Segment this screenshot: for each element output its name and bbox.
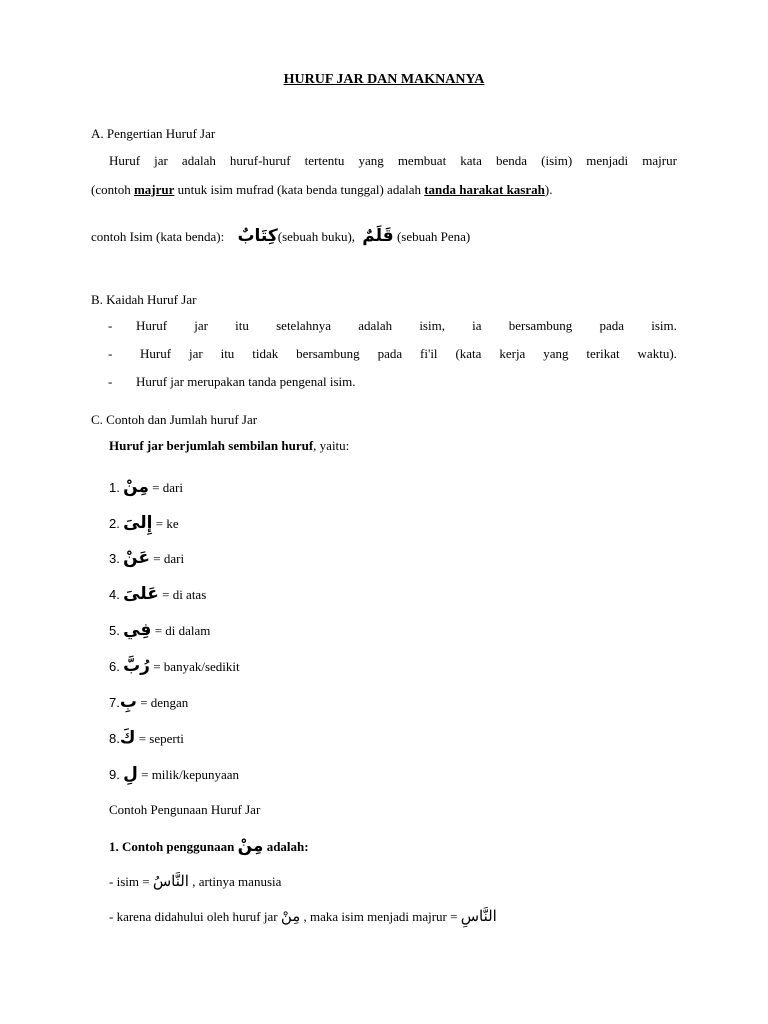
word: jar (188, 346, 203, 361)
arabic-letter: عَنْ (123, 548, 151, 568)
arabic-min: مِنْ (237, 836, 264, 856)
item-number: 4. (109, 587, 120, 602)
item-meaning: = banyak/sedikit (153, 659, 240, 674)
title-text: HURUF JAR DAN MAKNANYA (283, 72, 485, 87)
item-meaning: = dengan (140, 695, 189, 710)
word: isim, (419, 318, 445, 333)
word: ia (472, 318, 482, 333)
bullet-dash: - (108, 374, 113, 389)
item-number: 2. (109, 516, 120, 531)
section-a-heading: A. Pengertian Huruf Jar (91, 126, 216, 141)
usage-heading: Contoh Pengunaan Huruf Jar (109, 802, 261, 817)
word: majrur (642, 153, 677, 168)
arabic-letter: إِلىَ (123, 513, 153, 533)
section-a-para-line1 (109, 153, 677, 169)
item-number: 6. (109, 659, 120, 674)
item-number: 9. (109, 767, 120, 782)
intro-rest: , yaitu: (313, 438, 350, 453)
jar-item (109, 515, 179, 532)
arabic-qalamun: قَلَمٌ (362, 226, 394, 246)
word: kata (460, 153, 482, 168)
section-b-item3: Huruf jar merupakan tanda pengenal isim. (136, 374, 356, 389)
section-a-para-line2 (91, 182, 552, 198)
item-meaning: = dari (152, 480, 183, 495)
arabic-letter: فِي (123, 620, 152, 640)
section-b-item2 (140, 346, 677, 362)
word: yang (358, 153, 384, 168)
isim-lead: - isim = (109, 874, 150, 889)
word: waktu). (637, 346, 677, 361)
arabic-annasu: النَّاسُ (152, 872, 189, 890)
example-meaning-2: (sebuah Pena) (396, 229, 471, 244)
word: tidak (252, 346, 279, 361)
document-title (0, 72, 768, 88)
word: jar (194, 318, 208, 333)
word: pada (599, 318, 625, 333)
word: Huruf (109, 153, 141, 168)
usage-tail: adalah: (266, 839, 309, 854)
word: (isim) (541, 153, 573, 168)
text: (contoh (91, 182, 134, 197)
intro-bold: Huruf jar berjumlah sembilan huruf (109, 438, 314, 453)
section-b-item1 (136, 318, 677, 334)
arabic-kitabun: كِتَابٌ (237, 226, 278, 246)
item-meaning: = di dalam (154, 623, 211, 638)
arabic-letter: لِ (123, 764, 138, 784)
arabic-letter: مِنْ (123, 477, 149, 497)
text: ). (544, 182, 553, 197)
section-c-intro (109, 438, 349, 454)
word: Huruf (136, 318, 168, 333)
item-number: 1. (109, 480, 120, 495)
jar-item (109, 694, 188, 711)
majrur-mid: , maka isim menjadi majrur = (303, 909, 458, 924)
word: kerja (499, 346, 526, 361)
item-number: 3. (109, 551, 120, 566)
kasrah-term: tanda harakat kasrah (424, 182, 545, 197)
word: itu (235, 318, 249, 333)
arabic-letter: عَلىَ (123, 584, 159, 604)
word: isim. (651, 318, 677, 333)
item-meaning: = seperti (138, 731, 184, 746)
word: setelahnya (276, 318, 331, 333)
word: menjadi (586, 153, 629, 168)
word: adalah (358, 318, 393, 333)
item-meaning: = ke (155, 516, 179, 531)
isim-tail: , artinya manusia (192, 874, 282, 889)
jar-item (109, 586, 206, 603)
word: terikat (586, 346, 620, 361)
arabic-letter: رُبَّ (123, 656, 150, 676)
word: yang (543, 346, 569, 361)
majrur-lead: - karena didahului oleh huruf jar (109, 909, 278, 924)
arabic-annasi: النَّاسِ (460, 907, 497, 925)
item-meaning: = dari (153, 551, 185, 566)
bullet-dash: - (108, 318, 113, 333)
jar-item (109, 622, 210, 639)
word: benda (496, 153, 528, 168)
word: pada (377, 346, 403, 361)
word: adalah (181, 153, 216, 168)
example-meaning-1: (sebuah buku), (277, 229, 356, 244)
word: jar (154, 153, 168, 168)
example-lead: contoh Isim (kata benda): (91, 229, 225, 244)
jar-item (109, 479, 183, 496)
majrur-term: majrur (133, 182, 175, 197)
text: untuk isim mufrad (kata benda tunggal) adalah (174, 182, 425, 197)
usage-example-1 (109, 838, 309, 855)
item-number: 5. (109, 623, 120, 638)
word: Huruf (140, 346, 172, 361)
jar-item (109, 550, 184, 567)
word: huruf-huruf (229, 153, 291, 168)
jar-item (109, 730, 184, 747)
word: membuat (397, 153, 447, 168)
item-meaning: = di atas (162, 587, 207, 602)
isim-line (109, 873, 281, 890)
section-b-heading: B. Kaidah Huruf Jar (91, 292, 197, 307)
word: bersambung (296, 346, 360, 361)
word: (kata (455, 346, 482, 361)
item-number: 8. (109, 731, 120, 746)
arabic-min: مِنْ (280, 907, 301, 925)
arabic-letter: كَ (119, 728, 136, 748)
usage-lead: 1. Contoh penggunaan (109, 839, 235, 854)
arabic-letter: بِ (119, 692, 137, 712)
section-c-heading: C. Contoh dan Jumlah huruf Jar (91, 412, 258, 427)
jar-item (109, 766, 239, 783)
section-a-example (91, 228, 470, 245)
word: bersambung (508, 318, 573, 333)
majrur-line (109, 908, 497, 925)
word: tertentu (304, 153, 345, 168)
bullet-dash: - (108, 346, 113, 361)
jar-item (109, 658, 240, 675)
word: itu (220, 346, 235, 361)
item-meaning: = milik/kepunyaan (141, 767, 240, 782)
item-number: 7. (109, 695, 120, 710)
word: fi'il (420, 346, 438, 361)
